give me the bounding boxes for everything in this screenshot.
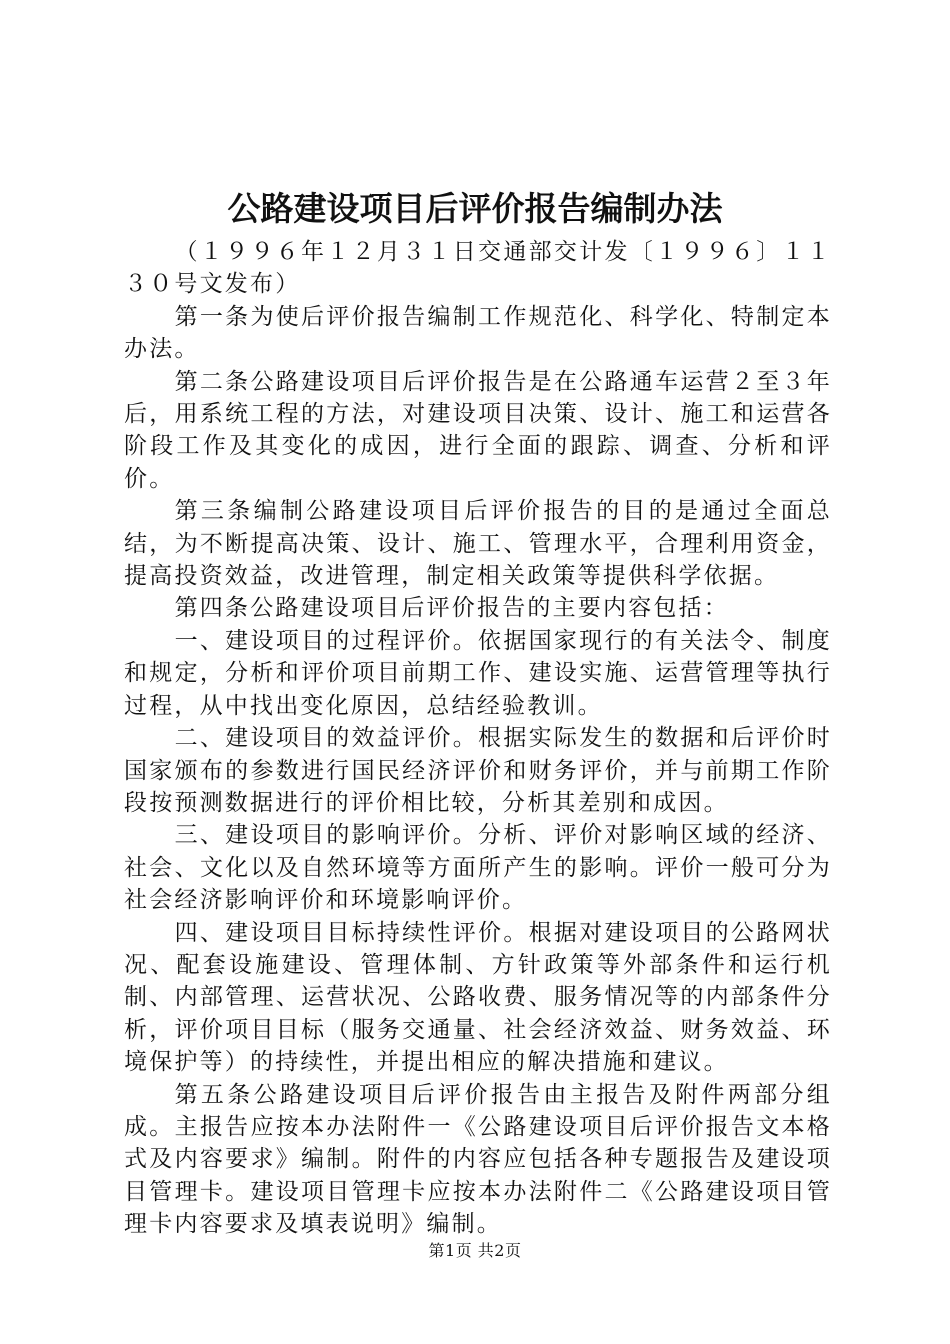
article-4-item-2: 二、建设项目的效益评价。根据实际发生的数据和后评价时国家颁布的参数进行国民经济评价和财务评价，并与前期工作阶段按预测数据进行的评价相比较，分析其差别和成因。 [124, 725, 832, 816]
article-4-item-4: 四、建设项目目标持续性评价。根据对建设项目的公路网状况、配套设施建设、管理体制、方针政策等外部条件和运行机制、内部管理、运营状况、公路收费、服务情况等的内部条件分析，评价项目目标（服务交通量、社会经济效益、财务效益、环境保护等）的持续性，并提出相应的解决措施和建议。 [124, 919, 832, 1076]
page-number-footer: 第1页 共2页 [428, 1241, 522, 1260]
article-4-item-1: 一、建设项目的过程评价。依据国家现行的有关法令、制度和规定，分析和评价项目前期工作、建设实施、运营管理等执行过程，从中找出变化原因，总结经验教训。 [124, 627, 832, 719]
article-4: 第四条公路建设项目后评价报告的主要内容包括： [174, 595, 729, 622]
article-5: 第五条公路建设项目后评价报告由主报告及附件两部分组成。主报告应按本办法附件一《公路建设项目后评价报告文本格式及内容要求》编制。附件的内容应包括各种专题报告及建设项目管理卡。建设项目管理卡应按本办法附件二《公路建设项目管理卡内容要求及填表说明》编制。 [124, 1081, 832, 1238]
issuance-note: （１９９６年１２月３１日交通部交计发〔１９９６〕１１３０号文发布） [124, 239, 832, 298]
document-body [124, 236, 832, 1241]
article-2: 第二条公路建设项目后评价报告是在公路通车运营２至３年后，用系统工程的方法，对建设项目决策、设计、施工和运营各阶段工作及其变化的成因，进行全面的跟踪、调查、分析和评价。 [124, 368, 832, 492]
article-3: 第三条编制公路建设项目后评价报告的目的是通过全面总结，为不断提高决策、设计、施工、管理水平，合理利用资金，提高投资效益，改进管理，制定相关政策等提供科学依据。 [124, 498, 832, 590]
article-4-item-3: 三、建设项目的影响评价。分析、评价对影响区域的经济、社会、文化以及自然环境等方面所产生的影响。评价一般可分为社会经济影响评价和环境影响评价。 [124, 822, 832, 914]
document-title: 公路建设项目后评价报告编制办法 [227, 189, 723, 228]
article-1: 第一条为使后评价报告编制工作规范化、科学化、特制定本办法。 [124, 303, 832, 363]
